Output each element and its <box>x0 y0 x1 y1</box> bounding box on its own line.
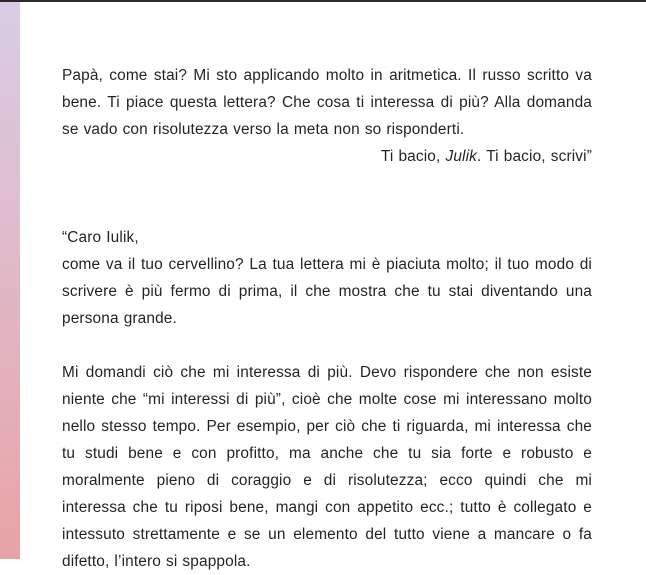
paragraph-gap <box>62 332 592 359</box>
letter2-paragraph-2: Mi domandi ciò che mi interessa di più. Devo rispondere che non esiste niente che “mi interessi di più”, cioè che molte cose mi interessano molto nello stesso tempo. Per esempio, per ciò che ti riguarda, mi interessa che tu studi bene e con profitto, ma anche che tu sia forte e robusto e moralmente pieno di coraggio e di risolutezza; ecco quindi che mi interessa che tu riposi bene, mangi con appetito ecc.; tutto è collegato e intessuto strettamente e se un elemento del tutto viene a mancare o fa difetto, l’intero si spappola. <box>62 364 592 570</box>
side-color-band <box>0 2 20 559</box>
top-rule <box>0 0 646 2</box>
closing-pre: Ti bacio, <box>380 148 446 165</box>
section-gap <box>62 170 592 224</box>
letter-text <box>62 62 592 575</box>
letter2-salutation: “Caro Iulik, <box>62 229 139 246</box>
closing-post: . Ti bacio, scrivi” <box>477 148 592 165</box>
letter1-body: Papà, come stai? Mi sto applicando molto in aritmetica. Il russo scritto va bene. Ti piace questa lettera? Che cosa ti interessa di più? Alla domanda se vado con risolutezza verso la meta non so risponderti. <box>62 67 592 138</box>
letter1-closing <box>62 143 592 170</box>
closing-name: Julik <box>445 148 478 165</box>
letter2-paragraph-1: come va il tuo cervellino? La tua lettera mi è piaciuta molto; il tuo modo di scrivere è più fermo di prima, il che mostra che tu stai diventando una persona grande. <box>62 256 592 327</box>
